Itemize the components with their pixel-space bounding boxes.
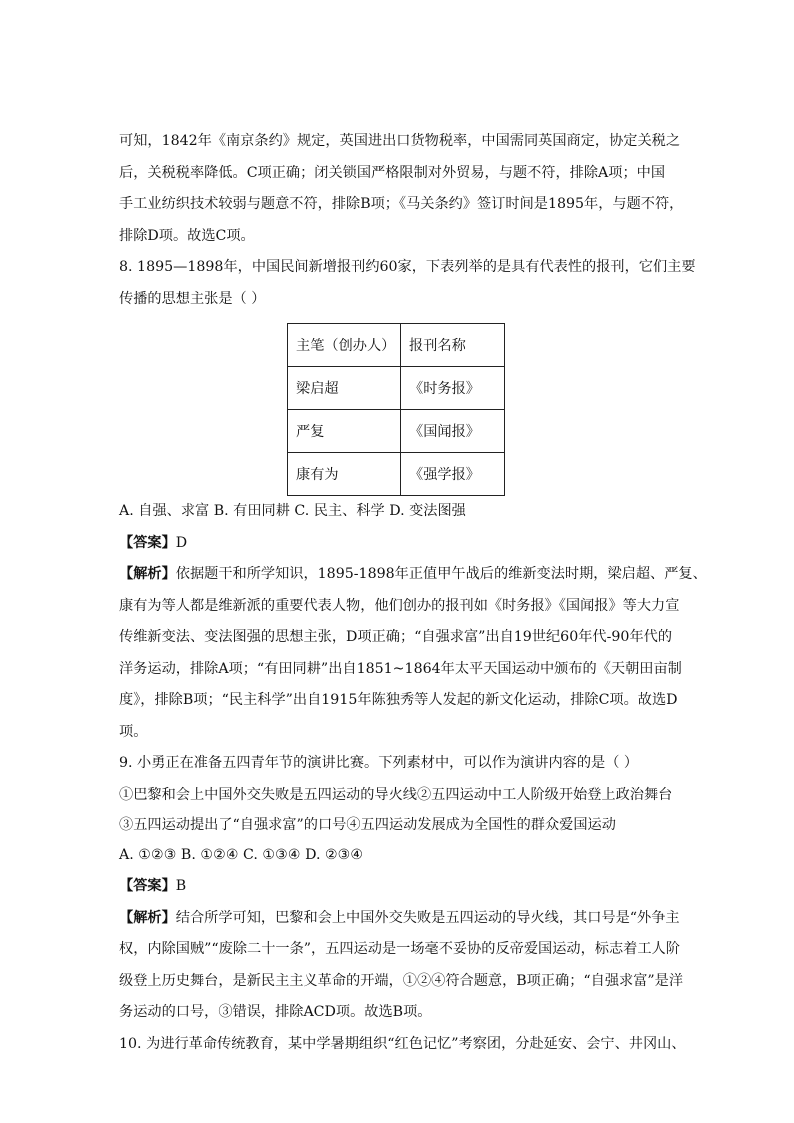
answer-value: D xyxy=(175,534,188,551)
q9-analysis-line: 务运动的口号，③错误，排除ACD项。故选B项。 xyxy=(119,1004,432,1020)
q7-analysis-tail xyxy=(119,126,684,252)
table-row xyxy=(288,367,505,410)
q9-analysis-line xyxy=(119,903,679,935)
table-row xyxy=(288,410,505,453)
q8-table xyxy=(287,323,505,496)
table-cell: 严复 xyxy=(288,410,401,453)
question-9 xyxy=(119,748,684,1029)
q9-item-line: ①巴黎和会上中国外交失败是五四运动的导火线②五四运动中工人阶级开始登上政治舞台 xyxy=(119,786,673,803)
table-cell: 康有为 xyxy=(288,453,401,496)
text-line: 后，关税税率降低。C项正确；闭关锁国严格限制对外贸易，与题不符，排除A项；中国 xyxy=(119,164,666,181)
q8-answer xyxy=(119,528,679,560)
text-line: 手工业纺织技术较弱与题意不符，排除B项；《马关条约》签订时间是1895年，与题不符， xyxy=(119,196,684,212)
q8-analysis-line: 康有为等人都是维新派的重要代表人物，他们创办的报刊如《时务报》《国闻报》等大力宣 xyxy=(119,597,680,614)
q9-analysis-line: 级登上历史舞台，是新民主主义革命的开端，①②④符合题意，B项正确；“自强求富”是洋 xyxy=(119,972,684,989)
text-line: 排除D项。故选C项。 xyxy=(119,227,255,244)
q8-analysis-line xyxy=(119,559,707,591)
q9-item-line: ③五四运动提出了“自强求富”的口号④五四运动发展成为全国性的群众爱国运动 xyxy=(119,816,616,833)
text-line: 可知，1842年《南京条约》规定，英国进出口货物税率，中国需同英国商定，协定关税之 xyxy=(119,133,681,149)
analysis-text: 结合所学可知，巴黎和会上中国外交失败是五四运动的导火线，其口号是“外争主 xyxy=(175,909,680,926)
q8-analysis-line: 项。 xyxy=(119,723,148,740)
answer-label: 【答案】 xyxy=(119,534,176,551)
table-header-row xyxy=(288,324,505,367)
analysis-label: 【解析】 xyxy=(119,566,176,582)
q9-answer xyxy=(119,871,679,903)
table-row xyxy=(288,453,505,496)
document-body xyxy=(119,126,707,1060)
q8-stem-line: 8. 1895—1898年，中国民间新增报刊约60家，下表列举的是具有代表性的报刊，它们主要 xyxy=(119,259,696,275)
q8-analysis-line: 洋务运动，排除A项；“有田同耕”出自1851~1864年太平天国运动中颁布的《天朝田亩制 xyxy=(119,660,682,677)
q9-options: A. ①②③ B. ①②④ C. ①③④ D. ②③④ xyxy=(119,846,364,863)
question-8 xyxy=(119,252,707,748)
table-cell: 《强学报》 xyxy=(401,453,505,496)
question-10 xyxy=(119,1029,686,1061)
q8-analysis-line: 度》，排除B项；“民主科学”出自1915年陈独秀等人发起的新文化运动，排除C项。故选D xyxy=(119,692,678,708)
q8-options: A. 自强、求富 B. 有田同耕 C. 民主、科学 D. 变法图强 xyxy=(119,503,466,519)
q8-analysis-line: 传维新变法、变法图强的思想主张，D项正确；“自强求富”出自19世纪60年代-90年代的 xyxy=(119,629,673,645)
q9-stem: 9. 小勇正在准备五四青年节的演讲比赛。下列素材中，可以作为演讲内容的是（ ） xyxy=(119,755,639,771)
table-cell: 《国闻报》 xyxy=(401,410,505,453)
analysis-text: 依据题干和所学知识，1895-1898年正值甲午战后的维新变法时期，梁启超、严复、 xyxy=(175,566,707,582)
analysis-label: 【解析】 xyxy=(119,909,176,926)
q8-stem-line: 传播的思想主张是（ ） xyxy=(119,290,266,307)
answer-value: B xyxy=(175,878,187,894)
table-header-cell: 主笔（创办人） xyxy=(288,324,401,367)
table-cell: 《时务报》 xyxy=(401,367,505,410)
q10-stem: 10. 为进行革命传统教育，某中学暑期组织“红色记忆”考察团，分赴延安、会宁、井冈山、 xyxy=(119,1035,686,1052)
table-header-cell: 报刊名称 xyxy=(401,324,505,367)
table-cell: 梁启超 xyxy=(288,367,401,410)
q9-analysis-line: 权，内除国贼”“废除二十一条”，五四运动是一场毫不妥协的反帝爱国运动，标志着工人阶 xyxy=(119,941,680,957)
answer-label: 【答案】 xyxy=(119,878,176,894)
